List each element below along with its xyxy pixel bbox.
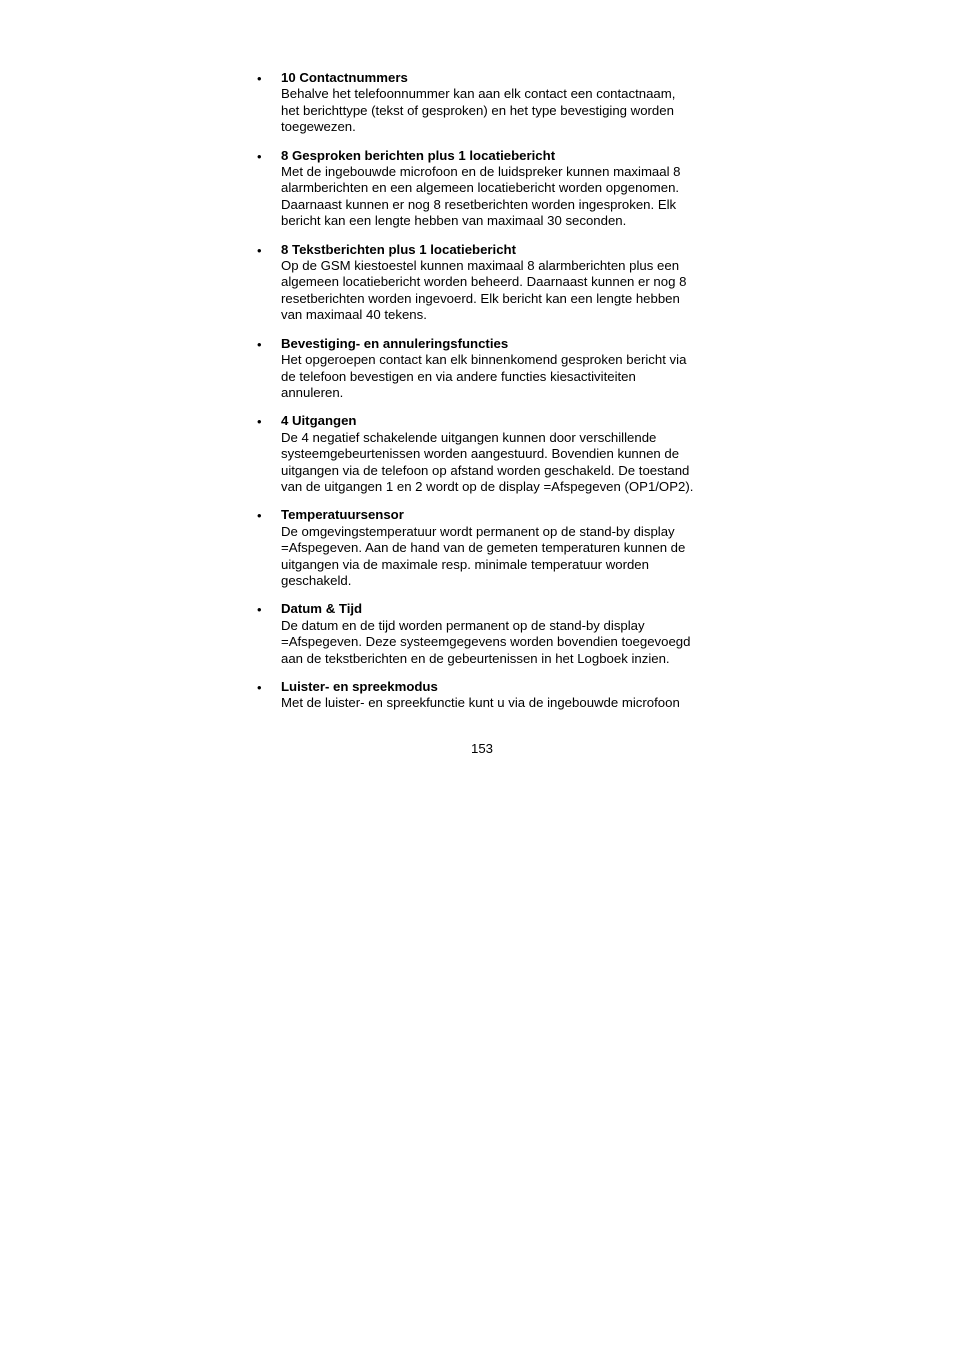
list-item	[0, 413, 736, 495]
list-item	[0, 148, 736, 230]
item-line: de telefoon bevestigen en via andere functies kiesactiviteiten	[281, 368, 636, 384]
item-line: annuleren.	[281, 384, 344, 400]
list-item	[0, 70, 736, 136]
item-title: 10 Contactnummers	[281, 70, 408, 85]
bullet-icon: •	[257, 148, 262, 164]
list-item	[0, 679, 736, 712]
item-line: Met de ingebouwde microfoon en de luidspreker kunnen maximaal 8	[281, 164, 681, 180]
item-line: =Afspegeven. Deze systeemgegevens worden bovendien toegevoegd	[281, 634, 691, 650]
item-line: van maximaal 40 tekens.	[281, 307, 427, 323]
item-line: De omgevingstemperatuur wordt permanent op de stand-by display	[281, 523, 675, 539]
item-line: van de uitgangen 1 en 2 wordt op de display =Afspegeven (OP1/OP2).	[281, 478, 694, 494]
item-line: uitgangen via de telefoon op afstand worden geschakeld. De toestand	[281, 462, 690, 478]
list-item	[0, 601, 736, 667]
item-title: 8 Gesproken berichten plus 1 locatiebericht	[281, 147, 556, 163]
item-line: toegewezen.	[281, 119, 356, 135]
item-title: Temperatuursensor	[281, 507, 404, 523]
bullet-icon: •	[257, 414, 262, 430]
item-line: uitgangen via de maximale resp. minimale temperatuur worden	[281, 556, 649, 572]
item-line: bericht kan een lengte hebben van maximaal 30 seconden.	[281, 213, 627, 229]
item-line: alarmberichten en een algemeen locatiebericht worden opgenomen.	[281, 180, 680, 196]
item-line: Behalve het telefoonnummer kan aan elk contact een contactnaam,	[281, 86, 676, 102]
item-line: Het opgeroepen contact kan elk binnenkomend gesproken bericht via	[281, 352, 687, 368]
item-line: het berichttype (tekst of gesproken) en het type bevestiging worden	[281, 102, 674, 118]
item-title: Bevestiging- en annuleringsfuncties	[281, 335, 509, 351]
item-line: Daarnaast kunnen er nog 8 resetberichten worden ingesproken. Elk	[281, 196, 677, 212]
item-line: algemeen locatiebericht worden beheerd. Daarnaast kunnen er nog 8	[281, 274, 687, 290]
item-line: aan de tekstberichten en de gebeurtenissen in het Logboek inzien.	[281, 650, 670, 666]
item-line: De 4 negatief schakelende uitgangen kunnen door verschillende	[281, 429, 657, 445]
bullet-icon: •	[257, 508, 262, 524]
bullet-icon: •	[257, 242, 262, 258]
item-title: 4 Uitgangen	[281, 413, 357, 429]
item-title: Luister- en spreekmodus	[281, 679, 438, 694]
page-number: 153	[470, 741, 493, 756]
item-title: Datum & Tijd	[281, 601, 363, 617]
item-line: Op de GSM kiestoestel kunnen maximaal 8 alarmberichten plus een	[281, 258, 680, 274]
item-title: 8 Tekstberichten plus 1 locatiebericht	[281, 241, 517, 257]
item-line: geschakeld.	[281, 572, 352, 588]
bullet-icon: •	[257, 680, 262, 695]
list-item	[0, 336, 736, 402]
item-line: Met de luister- en spreekfunctie kunt u via de ingebouwde microfoon	[281, 695, 680, 711]
list-item	[0, 507, 736, 589]
list-item	[0, 242, 736, 324]
bullet-icon: •	[257, 71, 262, 86]
item-line: resetberichten worden ingevoerd. Elk bericht kan een lengte hebben	[281, 290, 680, 306]
item-line: =Afspegeven. Aan de hand van de gemeten temperaturen kunnen de	[281, 540, 686, 556]
feature-list	[0, 70, 954, 724]
bullet-icon: •	[257, 602, 262, 618]
item-line: De datum en de tijd worden permanent op de stand-by display	[281, 617, 645, 633]
item-line: systeemgebeurtenissen worden aangestuurd. Bovendien kunnen de	[281, 446, 680, 462]
bullet-icon: •	[257, 336, 262, 352]
